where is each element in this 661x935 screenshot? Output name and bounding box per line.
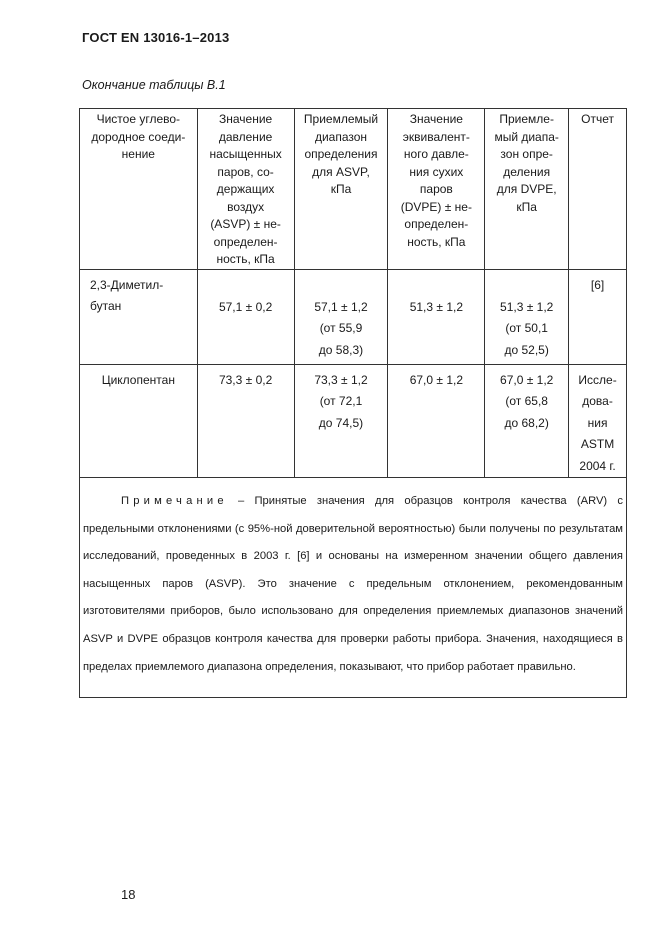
header-cell-compound: Чистое углево- дородное соеди- нение	[80, 109, 198, 270]
asvp-range: 73,3 ± 1,2 (от 72,1 до 74,5)	[294, 364, 388, 478]
note-label: Примечание	[121, 495, 228, 507]
data-table	[79, 108, 627, 698]
asvp-value: 73,3 ± 0,2	[197, 364, 294, 478]
compound-name: Циклопентан	[80, 364, 198, 478]
note-text: – Принятые значения для образцов контроля качества (ARV) с предельными отклонениями (с 95%-ной доверительной вероятностью) были получены по результатам исследований, проведенных в 2003 г. [6] и основаны на измеренном значении общего давления насыщенных паров (ASVP). Это значение с предельным отклонением, рекомендованным изготовителями приборов, было использовано для определения приемлемых диапазонов значений ASVP и DVPE образцов контроля качества для проверки работы прибора. Значения, находящиеся в пределах приемлемого диапазона определения, показывают, что прибор работает правильно.	[83, 495, 623, 673]
header-cell-asvp: Значение давление насыщенных паров, со- держащих воздух (ASVP) ± не- определен- ность, кПа	[197, 109, 294, 270]
header-cell-asvp-range: Приемлемый диапазон определения для ASVP, кПа	[294, 109, 388, 270]
dvpe-value: 67,0 ± 1,2	[388, 364, 485, 478]
table-row	[80, 269, 627, 364]
table-header-row	[80, 109, 627, 270]
report-reference: Иссле- дова- ния ASTM 2004 г.	[569, 364, 627, 478]
dvpe-range: 67,0 ± 1,2 (от 65,8 до 68,2)	[485, 364, 569, 478]
asvp-range: 57,1 ± 1,2 (от 55,9 до 58,3)	[294, 269, 388, 364]
page-number: 18	[121, 887, 136, 902]
header-cell-report: Отчет	[569, 109, 627, 270]
dvpe-value: 51,3 ± 1,2	[388, 269, 485, 364]
table-note	[80, 478, 627, 698]
table-note-row	[80, 478, 627, 698]
header-cell-dvpe: Значение эквивалент- ного давле- ния сухих паров (DVPE) ± не- определен- ность, кПа	[388, 109, 485, 270]
note-paragraph	[83, 488, 623, 681]
asvp-value: 57,1 ± 0,2	[197, 269, 294, 364]
report-reference: [6]	[569, 269, 627, 364]
compound-name: 2,3-Диметил- бутан	[80, 269, 198, 364]
table-row	[80, 364, 627, 478]
table-caption: Окончание таблицы B.1	[82, 78, 226, 92]
document-code: ГОСТ EN 13016-1–2013	[82, 30, 230, 45]
header-cell-dvpe-range: Приемле- мый диапа- зон опре- деления для DVPE, кПа	[485, 109, 569, 270]
dvpe-range: 51,3 ± 1,2 (от 50,1 до 52,5)	[485, 269, 569, 364]
